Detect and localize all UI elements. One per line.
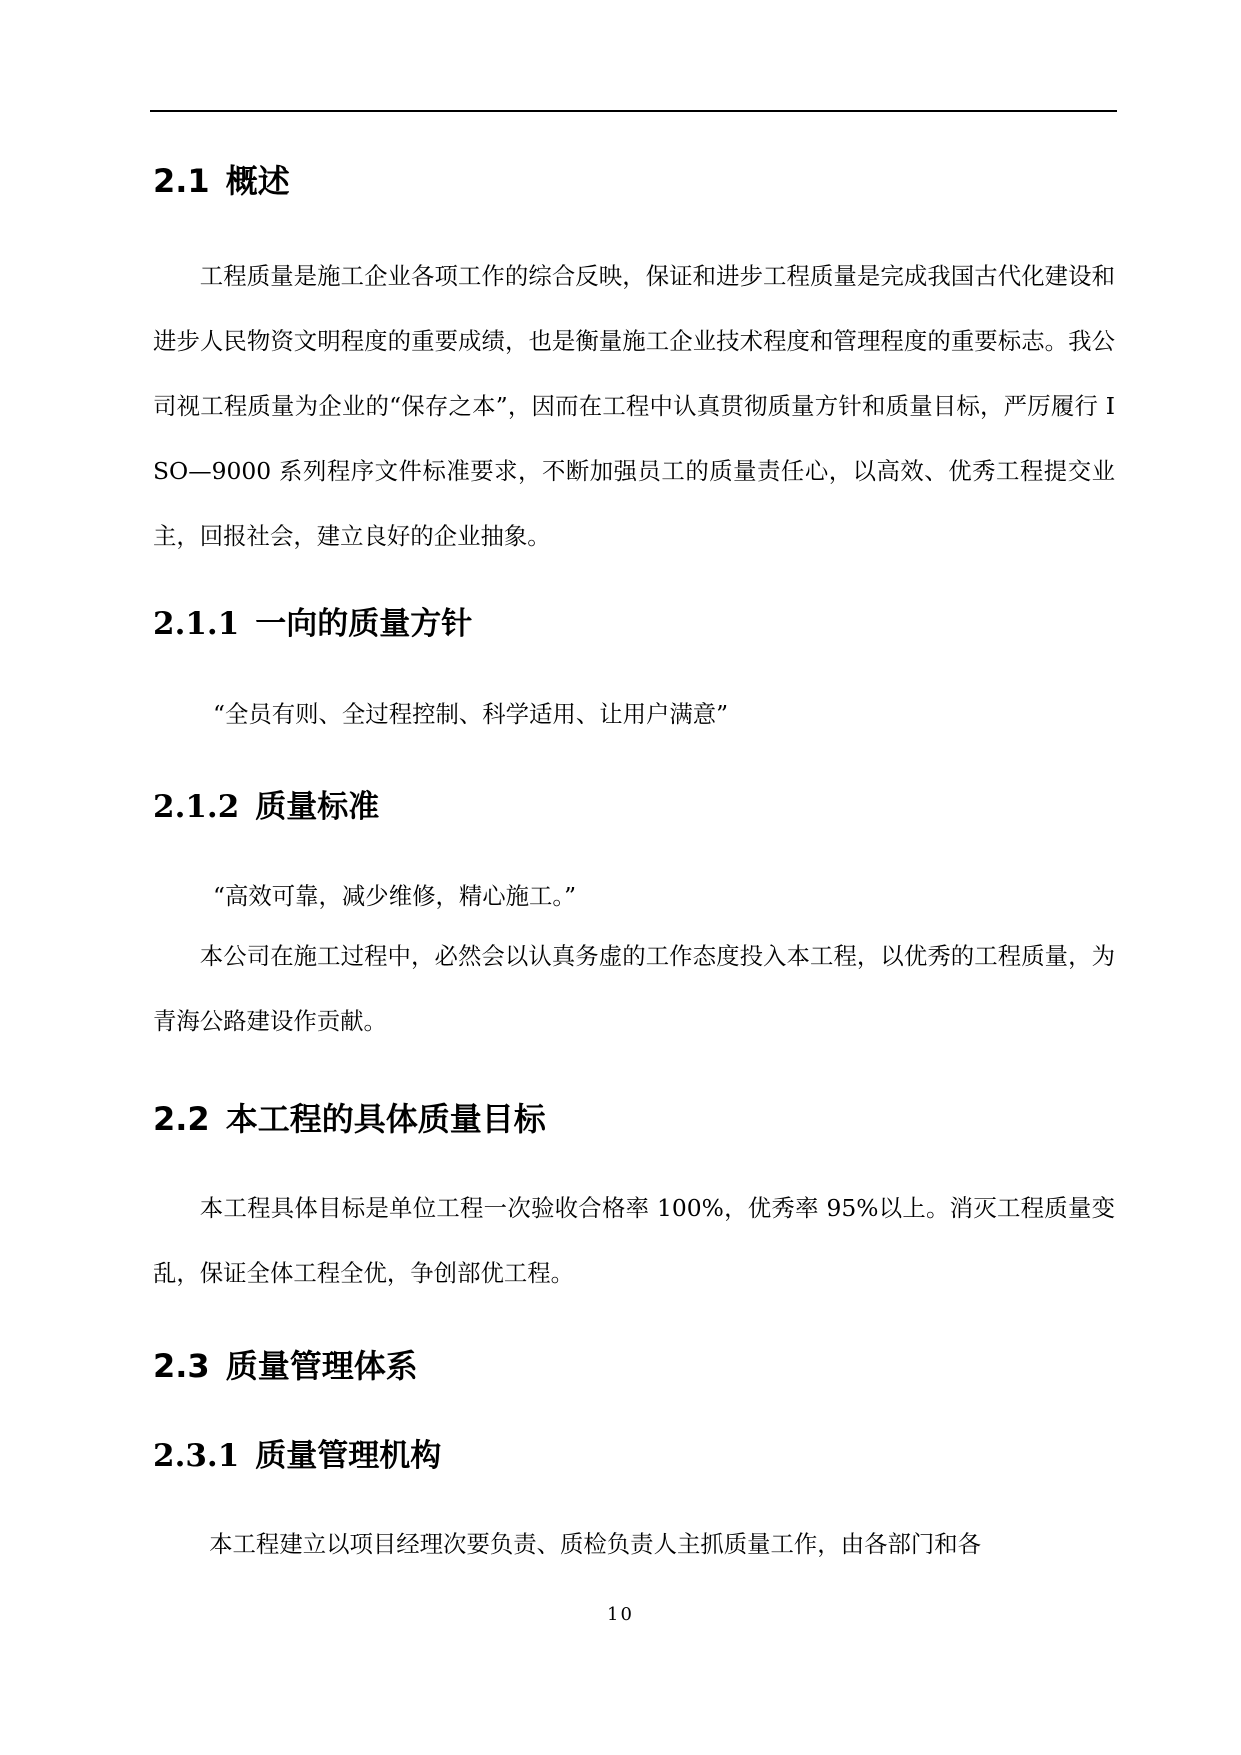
heading-2-3 bbox=[153, 1345, 1115, 1387]
heading-2-2 bbox=[153, 1098, 1115, 1140]
paragraph-quality-targets: 本工程具体目标是单位工程一次验收合格率 100%，优秀率 95%以上。消灭工程质量变乱，保证全体工程全优，争创部优工程。 bbox=[153, 1194, 1115, 1287]
heading-number: 2.2 bbox=[153, 1100, 210, 1138]
heading-number: 2.1 bbox=[153, 162, 210, 200]
header-rule bbox=[150, 110, 1117, 112]
page-number: 10 bbox=[607, 1604, 634, 1625]
quality-standard-quote: “高效可靠，减少维修，精心施工。” bbox=[213, 882, 577, 910]
heading-title: 质量管理机构 bbox=[255, 1438, 442, 1474]
heading-2-3-1 bbox=[153, 1435, 1115, 1477]
heading-number: 2.1.2 bbox=[153, 789, 240, 825]
quality-policy-quote: “全员有则、全过程控制、科学适用、让用户满意” bbox=[213, 700, 729, 728]
paragraph-quality-standard: 本公司在施工过程中，必然会以认真务虚的工作态度投入本工程，以优秀的工程质量，为青海公路建设作贡献。 bbox=[153, 942, 1115, 1035]
heading-2-1 bbox=[153, 160, 1115, 202]
heading-number: 2.1.1 bbox=[153, 606, 240, 642]
paragraph-quality-organization: 本工程建立以项目经理次要负责、质检负责人主抓质量工作，由各部门和各 bbox=[209, 1530, 982, 1558]
heading-2-1-1 bbox=[153, 603, 1115, 645]
paragraph-overview: 工程质量是施工企业各项工作的综合反映，保证和进步工程质量是完成我国古代化建设和进步人民物资文明程度的重要成绩，也是衡量施工企业技术程度和管理程度的重要标志。我公司视工程质量为企业的“保存之本”，因而在工程中认真贯彻质量方针和质量目标，严厉履行 ISO—9000 系列程序文件标准要求，不断加强员工的质量责任心，以高效、优秀工程提交业主，回报社会，建立良好的企业抽象。 bbox=[153, 262, 1115, 550]
heading-title: 本工程的具体质量目标 bbox=[225, 1100, 546, 1138]
heading-number: 2.3 bbox=[153, 1347, 210, 1385]
heading-title: 概述 bbox=[225, 162, 290, 200]
heading-2-1-2 bbox=[153, 786, 1115, 828]
heading-title: 质量标准 bbox=[255, 789, 380, 825]
heading-title: 一向的质量方针 bbox=[255, 606, 473, 642]
heading-number: 2.3.1 bbox=[153, 1438, 240, 1474]
heading-title: 质量管理体系 bbox=[225, 1347, 418, 1385]
